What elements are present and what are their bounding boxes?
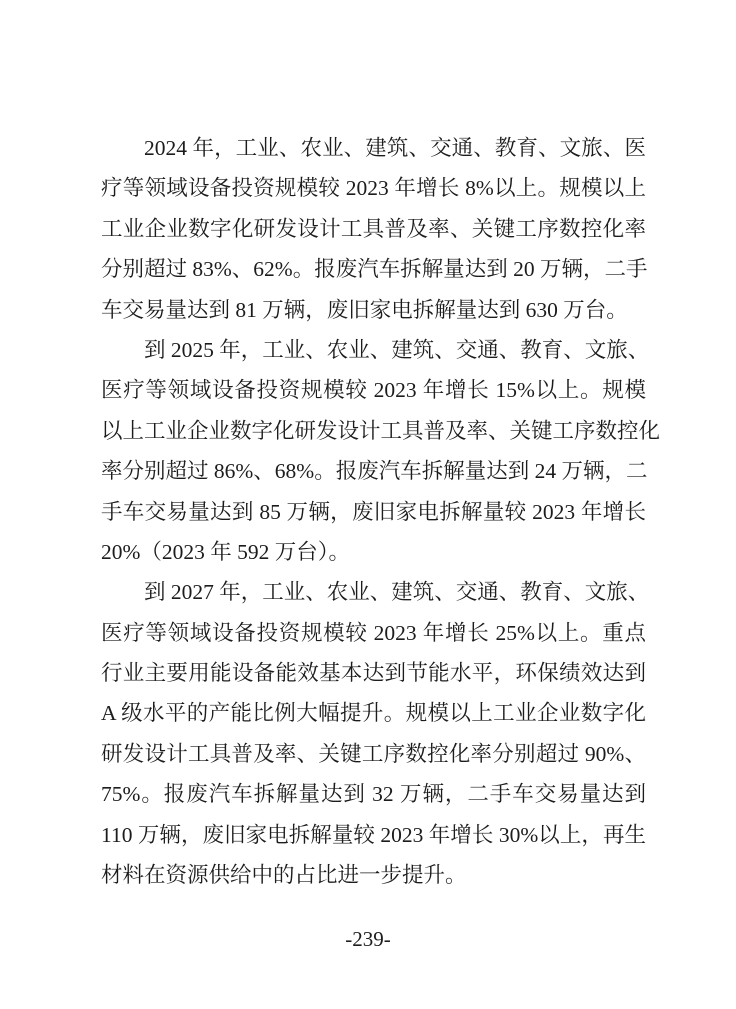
text-line: 医疗等领域设备投资规模较 2023 年增长 25%以上。重点 — [101, 620, 646, 645]
text-line: 110 万辆，废旧家电拆解量较 2023 年增长 30%以上，再生 — [101, 822, 646, 847]
text-line: 到 2025 年，工业、农业、建筑、交通、教育、文旅、 — [144, 337, 650, 362]
text-line: 研发设计工具普及率、关键工序数控化率分别超过 90%、 — [101, 741, 646, 766]
text-line: A 级水平的产能比例大幅提升。规模以上工业企业数字化 — [101, 701, 646, 726]
text-line: 75%。报废汽车拆解量达到 32 万辆，二手车交易量达到 — [101, 782, 646, 807]
text-line: 率分别超过 86%、68%。报废汽车拆解量达到 24 万辆，二 — [101, 459, 648, 484]
paragraph-2024-targets — [101, 128, 646, 330]
text-line: 到 2027 年，工业、农业、建筑、交通、教育、文旅、 — [144, 580, 650, 605]
text-line: 行业主要用能设备能效基本达到节能水平，环保绩效达到 — [101, 661, 646, 686]
text-line: 材料在资源供给中的占比进一步提升。 — [101, 863, 467, 888]
text-line: 2024 年，工业、农业、建筑、交通、教育、文旅、医 — [144, 136, 646, 160]
document-body — [101, 128, 661, 895]
text-line: 分别超过 83%、62%。报废汽车拆解量达到 20 万辆，二手 — [101, 257, 648, 282]
text-line: 以上工业企业数字化研发设计工具普及率、关键工序数控化 — [101, 418, 661, 443]
paragraph-2027-targets — [101, 572, 650, 895]
text-line: 工业企业数字化研发设计工具普及率、关键工序数控化率 — [101, 216, 646, 241]
text-line: 手车交易量达到 85 万辆，废旧家电拆解量较 2023 年增长 — [101, 499, 646, 524]
paragraph-2025-targets — [101, 330, 661, 572]
text-line: 疗等领域设备投资规模较 2023 年增长 8%以上。规模以上 — [101, 176, 646, 201]
text-line: 车交易量达到 81 万辆，废旧家电拆解量达到 630 万台。 — [101, 297, 628, 322]
text-line: 20%（2023 年 592 万台）。 — [101, 539, 351, 564]
page-number: -239- — [345, 927, 391, 951]
text-line: 医疗等领域设备投资规模较 2023 年增长 15%以上。规模 — [101, 378, 646, 403]
